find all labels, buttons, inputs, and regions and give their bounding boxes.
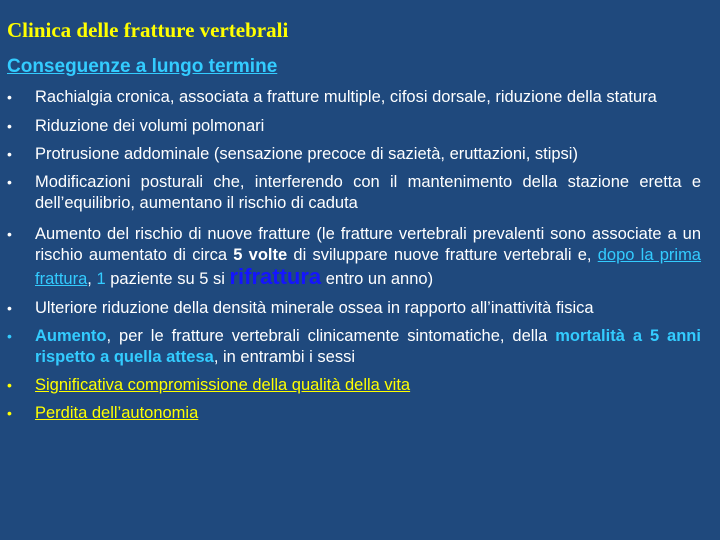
bullet-text-part: , per le fratture vertebrali clinicamente sintomatiche, della [106, 327, 556, 345]
bullet-icon: • [7, 89, 12, 105]
bullet-text: Protrusione addominale (sensazione precoce di sazietà, eruttazioni, stipsi) [35, 145, 578, 163]
bullet-icon: • [7, 146, 12, 162]
bullet-icon: • [7, 328, 12, 344]
bullet-icon: • [7, 174, 12, 190]
bullet-text-part: , in entrambi i sessi [213, 348, 356, 366]
bullet-item-volumi-polmonari [0, 116, 720, 137]
emphasis-mortalita: mortalità a 5 anni rispetto a quella attesa [35, 327, 701, 366]
number-1: 1 [96, 270, 106, 288]
bullet-item-rischio-fratture [0, 224, 720, 290]
bullet-icon: • [7, 118, 12, 134]
bullet-icon: • [7, 377, 12, 393]
bullet-text: Modificazioni posturali che, interferendo con il mantenimento della stazione eretta e dell’equilibrio, aumentano il rischio di caduta [35, 173, 701, 212]
bullet-icon: • [7, 300, 12, 316]
link-qualita-vita[interactable]: Significativa compromissione della qualità della vita [35, 376, 411, 394]
slide-title: Clinica delle fratture vertebrali [7, 18, 289, 42]
bullet-item-densita-minerale [0, 298, 720, 319]
slide-subtitle: Conseguenze a lungo termine [7, 56, 278, 77]
bullet-text: Rachialgia cronica, associata a fratture multiple, cifosi dorsale, riduzione della statura [35, 88, 657, 106]
bullet-item-modificazioni-posturali [0, 172, 720, 214]
bullet-item-rachialgia [0, 87, 720, 108]
bullet-text-part: entro un anno) [321, 270, 434, 288]
bullet-item-protrusione [0, 144, 720, 165]
emphasis-rifrattura: rifrattura [229, 264, 322, 289]
link-dopo-prima-frattura[interactable]: dopo la prima frattura [35, 246, 701, 288]
bullet-list [0, 87, 720, 424]
bullet-text-part: paziente su 5 si [105, 270, 230, 288]
bullet-text: Riduzione dei volumi polmonari [35, 117, 265, 135]
bullet-item-qualita-vita [0, 375, 720, 396]
emphasis-5-volte: 5 volte [233, 246, 288, 264]
bullet-item-autonomia [0, 403, 720, 424]
link-autonomia[interactable]: Perdita dell’autonomia [35, 404, 199, 422]
bullet-icon: • [7, 226, 12, 242]
bullet-text-part: di sviluppare nuove fratture vertebrali e, [287, 246, 598, 264]
bullet-icon: • [7, 405, 12, 421]
bullet-text: Ulteriore riduzione della densità minerale ossea in rapporto all’inattività fisica [35, 299, 594, 317]
emphasis-aumento: Aumento [35, 327, 107, 345]
bullet-item-mortalita [0, 326, 720, 368]
bullet-text-part: Aumento del rischio di nuove fratture (le fratture vertebrali prevalenti sono associate a un rischio aumentato di circa [35, 225, 701, 264]
separator: , [87, 270, 97, 288]
